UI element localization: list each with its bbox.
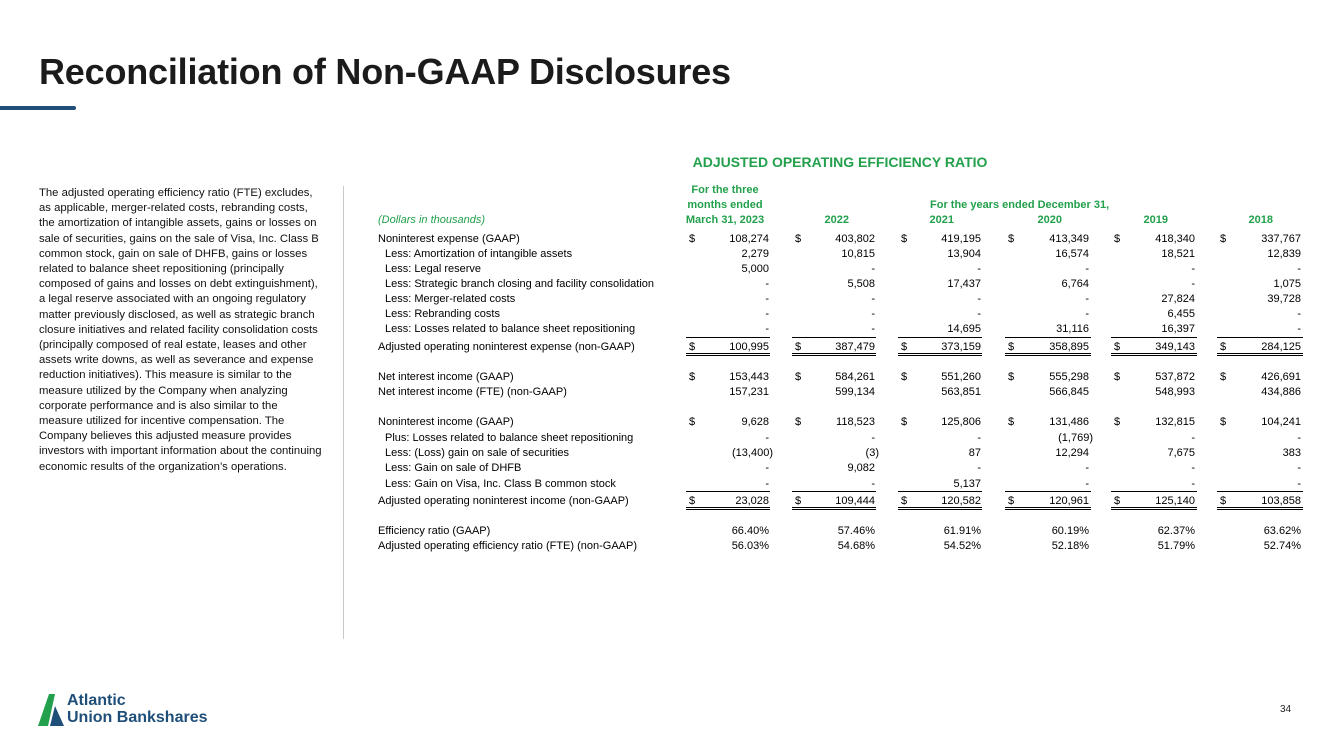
cell-value: 31,116 xyxy=(1056,323,1089,335)
cell-value: - xyxy=(765,462,769,474)
years-column-header: For the years ended December 31, xyxy=(930,199,1110,211)
table-row xyxy=(0,292,1333,307)
cell-value: 120,582 xyxy=(941,495,981,507)
cell-value: 10,815 xyxy=(841,248,875,260)
row-label: Adjusted operating noninterest expense (non-GAAP) xyxy=(378,341,635,353)
page-number: 34 xyxy=(1280,704,1292,715)
table-title: ADJUSTED OPERATING EFFICIENCY RATIO xyxy=(692,154,988,170)
year-header: 2021 xyxy=(929,214,954,226)
table-row xyxy=(0,446,1333,461)
subtotal-rule xyxy=(898,337,982,338)
cell-value: - xyxy=(1085,263,1089,275)
row-label: Less: Merger-related costs xyxy=(385,293,516,305)
cell-value: 16,397 xyxy=(1161,323,1195,335)
row-label: Adjusted operating efficiency ratio (FTE) (non-GAAP) xyxy=(378,540,638,552)
cell-value: 54.68% xyxy=(837,540,875,552)
cell-value: 131,486 xyxy=(1049,416,1089,428)
cell-value: - xyxy=(1191,462,1195,474)
logo-mark-icon xyxy=(38,692,66,728)
cell-value: - xyxy=(977,308,981,320)
cell-value: 6,764 xyxy=(1061,278,1089,290)
cell-value: - xyxy=(1297,323,1301,335)
table-row xyxy=(0,262,1333,277)
table-row xyxy=(0,385,1333,400)
table-row xyxy=(0,415,1333,430)
total-double-rule xyxy=(686,507,770,510)
cell-value: 120,961 xyxy=(1049,495,1089,507)
cell-value: 9,082 xyxy=(847,462,875,474)
currency-symbol: $ xyxy=(795,371,802,383)
row-label: Net interest income (FTE) (non-GAAP) xyxy=(378,386,567,398)
currency-symbol: $ xyxy=(1220,233,1227,245)
currency-symbol: $ xyxy=(689,371,696,383)
cell-value: 418,340 xyxy=(1155,233,1195,245)
cell-value: 5,137 xyxy=(953,478,981,490)
cell-value: 14,695 xyxy=(947,323,981,335)
title-accent-rule xyxy=(0,106,76,110)
total-double-rule xyxy=(1111,353,1197,356)
year-header: 2022 xyxy=(824,214,849,226)
cell-value: 52.18% xyxy=(1051,540,1089,552)
currency-symbol: $ xyxy=(689,416,696,428)
cell-value: 118,523 xyxy=(836,416,875,428)
cell-value: 426,691 xyxy=(1261,371,1301,383)
currency-symbol: $ xyxy=(1114,371,1121,383)
cell-value: 584,261 xyxy=(835,371,875,383)
cell-value: - xyxy=(1191,478,1195,490)
row-label: Less: (Loss) gain on sale of securities xyxy=(385,447,570,459)
cell-value: 51.79% xyxy=(1157,540,1195,552)
row-label: Plus: Losses related to balance sheet repositioning xyxy=(385,432,634,444)
cell-value: - xyxy=(871,308,875,320)
cell-value: 100,995 xyxy=(729,341,769,353)
cell-value: - xyxy=(977,432,981,444)
year-header: 2020 xyxy=(1037,214,1062,226)
table-row xyxy=(0,232,1333,247)
dollars-in-thousands-note: (Dollars in thousands) xyxy=(378,214,485,226)
cell-value: 7,675 xyxy=(1167,447,1195,459)
cell-value: - xyxy=(977,263,981,275)
cell-value: 66.40% xyxy=(731,525,769,537)
row-label: Net interest income (GAAP) xyxy=(378,371,514,383)
cell-value: 387,479 xyxy=(835,341,875,353)
total-double-rule xyxy=(1111,507,1197,510)
total-double-rule xyxy=(1217,507,1303,510)
table-row xyxy=(0,322,1333,337)
cell-value: 5,000 xyxy=(741,263,769,275)
cell-value: (3) xyxy=(865,447,879,459)
row-label: Less: Losses related to balance sheet repositioning xyxy=(385,323,636,335)
currency-symbol: $ xyxy=(1114,495,1121,507)
currency-symbol: $ xyxy=(901,371,908,383)
total-double-rule xyxy=(898,507,982,510)
cell-value: - xyxy=(977,462,981,474)
cell-value: 419,195 xyxy=(941,233,981,245)
row-label: Less: Legal reserve xyxy=(385,263,481,275)
currency-symbol: $ xyxy=(1220,416,1227,428)
currency-symbol: $ xyxy=(795,233,802,245)
cell-value: - xyxy=(871,478,875,490)
cell-value: - xyxy=(1297,478,1301,490)
currency-symbol: $ xyxy=(1220,341,1227,353)
cell-value: 1,075 xyxy=(1273,278,1301,290)
cell-value: 132,815 xyxy=(1155,416,1195,428)
cell-value: - xyxy=(765,278,769,290)
currency-symbol: $ xyxy=(901,341,908,353)
cell-value: 87 xyxy=(968,447,981,459)
subtotal-rule xyxy=(686,491,770,492)
cell-value: - xyxy=(1085,462,1089,474)
cell-value: 2,279 xyxy=(741,248,769,260)
cell-value: 358,895 xyxy=(1049,341,1089,353)
cell-value: 61.91% xyxy=(943,525,981,537)
cell-value: 153,443 xyxy=(729,371,769,383)
currency-symbol: $ xyxy=(1008,371,1015,383)
row-label: Less: Gain on sale of DHFB xyxy=(385,462,522,474)
cell-value: - xyxy=(765,478,769,490)
table-row xyxy=(0,431,1333,446)
cell-value: 537,872 xyxy=(1155,371,1195,383)
cell-value: 23,028 xyxy=(735,495,769,507)
total-double-rule xyxy=(898,353,982,356)
currency-symbol: $ xyxy=(1220,371,1227,383)
table-row xyxy=(0,247,1333,262)
cell-value: 125,140 xyxy=(1155,495,1195,507)
cell-value: 109,444 xyxy=(835,495,875,507)
row-label: Less: Gain on Visa, Inc. Class B common stock xyxy=(385,478,616,490)
table-row xyxy=(0,524,1333,539)
currency-symbol: $ xyxy=(689,341,696,353)
year-header: 2018 xyxy=(1248,214,1273,226)
quarter-header-line-2: months ended xyxy=(687,199,763,211)
currency-symbol: $ xyxy=(689,495,696,507)
year-header: 2019 xyxy=(1143,214,1168,226)
currency-symbol: $ xyxy=(1008,233,1015,245)
subtotal-rule xyxy=(792,337,876,338)
logo-line-2: Union Bankshares xyxy=(67,709,208,726)
currency-symbol: $ xyxy=(795,495,802,507)
cell-value: 403,802 xyxy=(835,233,875,245)
cell-value: 108,274 xyxy=(729,233,769,245)
cell-value: 413,349 xyxy=(1049,233,1089,245)
cell-value: 548,993 xyxy=(1155,386,1195,398)
cell-value: 62.37% xyxy=(1157,525,1195,537)
cell-value: - xyxy=(1297,462,1301,474)
cell-value: 349,143 xyxy=(1155,341,1195,353)
row-label: Less: Rebranding costs xyxy=(385,308,500,320)
total-double-rule xyxy=(1005,507,1091,510)
table-row xyxy=(0,370,1333,385)
table-row xyxy=(0,307,1333,322)
logo-line-1: Atlantic xyxy=(67,692,126,709)
total-double-rule xyxy=(1005,353,1091,356)
cell-value: 125,806 xyxy=(941,416,981,428)
subtotal-rule xyxy=(1005,337,1091,338)
cell-value: 434,886 xyxy=(1261,386,1301,398)
cell-value: 9,628 xyxy=(741,416,769,428)
cell-value: (1,769) xyxy=(1058,432,1093,444)
cell-value: 383 xyxy=(1282,447,1301,459)
cell-value: 103,858 xyxy=(1261,495,1301,507)
quarter-column-header xyxy=(660,183,790,228)
cell-value: 337,767 xyxy=(1261,233,1301,245)
subtotal-rule xyxy=(1111,337,1197,338)
company-logo xyxy=(38,692,208,733)
cell-value: 157,231 xyxy=(729,386,769,398)
subtotal-rule xyxy=(792,491,876,492)
total-double-rule xyxy=(792,507,876,510)
table-row xyxy=(0,477,1333,492)
cell-value: - xyxy=(1085,308,1089,320)
cell-value: - xyxy=(1191,432,1195,444)
cell-value: - xyxy=(871,263,875,275)
cell-value: 373,159 xyxy=(941,341,981,353)
cell-value: - xyxy=(1297,308,1301,320)
cell-value: 16,574 xyxy=(1055,248,1089,260)
currency-symbol: $ xyxy=(1114,233,1121,245)
cell-value: - xyxy=(1191,263,1195,275)
cell-value: - xyxy=(871,432,875,444)
cell-value: 13,904 xyxy=(947,248,981,260)
currency-symbol: $ xyxy=(901,495,908,507)
currency-symbol: $ xyxy=(1008,416,1015,428)
total-double-rule xyxy=(792,353,876,356)
quarter-header-line-1: For the three xyxy=(691,184,759,196)
cell-value: 284,125 xyxy=(1261,341,1301,353)
cell-value: 12,839 xyxy=(1267,248,1301,260)
cell-value: 551,260 xyxy=(941,371,981,383)
cell-value: 39,728 xyxy=(1267,293,1301,305)
currency-symbol: $ xyxy=(1114,416,1121,428)
total-double-rule xyxy=(1217,353,1303,356)
currency-symbol: $ xyxy=(795,341,802,353)
table-row xyxy=(0,277,1333,292)
cell-value: - xyxy=(871,323,875,335)
subtotal-rule xyxy=(898,491,982,492)
subtotal-rule xyxy=(1217,337,1303,338)
cell-value: 52.74% xyxy=(1263,540,1301,552)
quarter-header-line-3: March 31, 2023 xyxy=(685,214,765,226)
description-text: The adjusted operating efficiency ratio (FTE) excludes, as applicable, merger-related costs, rebranding costs, the amortization of intangible assets, gains or losses on sale of securities, gains on the sale of Visa, Inc. Class B common stock, gain on sale of DHFB, gains or losses related to balance sheet repositioning (principally composed of gains and losses on debt extinguishment), a legal reserve associated with an ongoing regulatory matter previously disclosed, as well as strategic branch closure initiatives and related facility consolidation costs (principally composed of real estate, leases and other assets write downs, as well as severance and expense reduction initiatives). This measure is similar to the measure utilized by the Company when analyzing corporate performance and is also similar to the measure utilized for incentive compensation. The Company believes this adjusted measure provides investors with important information about the continuing economic results of the organization’s operations. xyxy=(39,187,322,473)
cell-value: 54.52% xyxy=(943,540,981,552)
row-label: Less: Amortization of intangible assets xyxy=(385,248,573,260)
currency-symbol: $ xyxy=(689,233,696,245)
cell-value: 6,455 xyxy=(1167,308,1195,320)
row-label: Efficiency ratio (GAAP) xyxy=(378,525,491,537)
cell-value: 566,845 xyxy=(1049,386,1089,398)
cell-value: 57.46% xyxy=(837,525,875,537)
cell-value: 5,508 xyxy=(847,278,875,290)
total-double-rule xyxy=(686,353,770,356)
currency-symbol: $ xyxy=(901,233,908,245)
currency-symbol: $ xyxy=(1220,495,1227,507)
cell-value: 27,824 xyxy=(1161,293,1195,305)
cell-value: 12,294 xyxy=(1055,447,1089,459)
cell-value: - xyxy=(871,293,875,305)
cell-value: 104,241 xyxy=(1261,416,1301,428)
currency-symbol: $ xyxy=(1008,495,1015,507)
currency-symbol: $ xyxy=(901,416,908,428)
cell-value: 599,134 xyxy=(835,386,875,398)
cell-value: - xyxy=(765,293,769,305)
cell-value: 63.62% xyxy=(1263,525,1301,537)
cell-value: 17,437 xyxy=(947,278,981,290)
cell-value: - xyxy=(1085,293,1089,305)
page-title: Reconciliation of Non-GAAP Disclosures xyxy=(39,51,731,92)
cell-value: - xyxy=(977,293,981,305)
subtotal-rule xyxy=(1005,491,1091,492)
cell-value: - xyxy=(765,308,769,320)
currency-symbol: $ xyxy=(1008,341,1015,353)
currency-symbol: $ xyxy=(795,416,802,428)
cell-value: - xyxy=(1085,478,1089,490)
cell-value: - xyxy=(1297,432,1301,444)
row-label: Adjusted operating noninterest income (non-GAAP) xyxy=(378,495,629,507)
table-row xyxy=(0,461,1333,476)
row-label: Noninterest expense (GAAP) xyxy=(378,233,520,245)
cell-value: - xyxy=(765,323,769,335)
row-label: Less: Strategic branch closing and facility consolidation xyxy=(385,278,655,290)
cell-value: 18,521 xyxy=(1161,248,1195,260)
cell-value: 56.03% xyxy=(731,540,769,552)
cell-value: - xyxy=(1191,278,1195,290)
row-label: Noninterest income (GAAP) xyxy=(378,416,514,428)
subtotal-rule xyxy=(686,337,770,338)
subtotal-rule xyxy=(1217,491,1303,492)
cell-value: 555,298 xyxy=(1049,371,1089,383)
cell-value: - xyxy=(765,432,769,444)
table-row xyxy=(0,539,1333,554)
subtotal-rule xyxy=(1111,491,1197,492)
currency-symbol: $ xyxy=(1114,341,1121,353)
cell-value: - xyxy=(1297,263,1301,275)
logo-text xyxy=(67,692,207,726)
cell-value: (13,400) xyxy=(732,447,773,459)
cell-value: 60.19% xyxy=(1051,525,1089,537)
cell-value: 563,851 xyxy=(941,386,981,398)
